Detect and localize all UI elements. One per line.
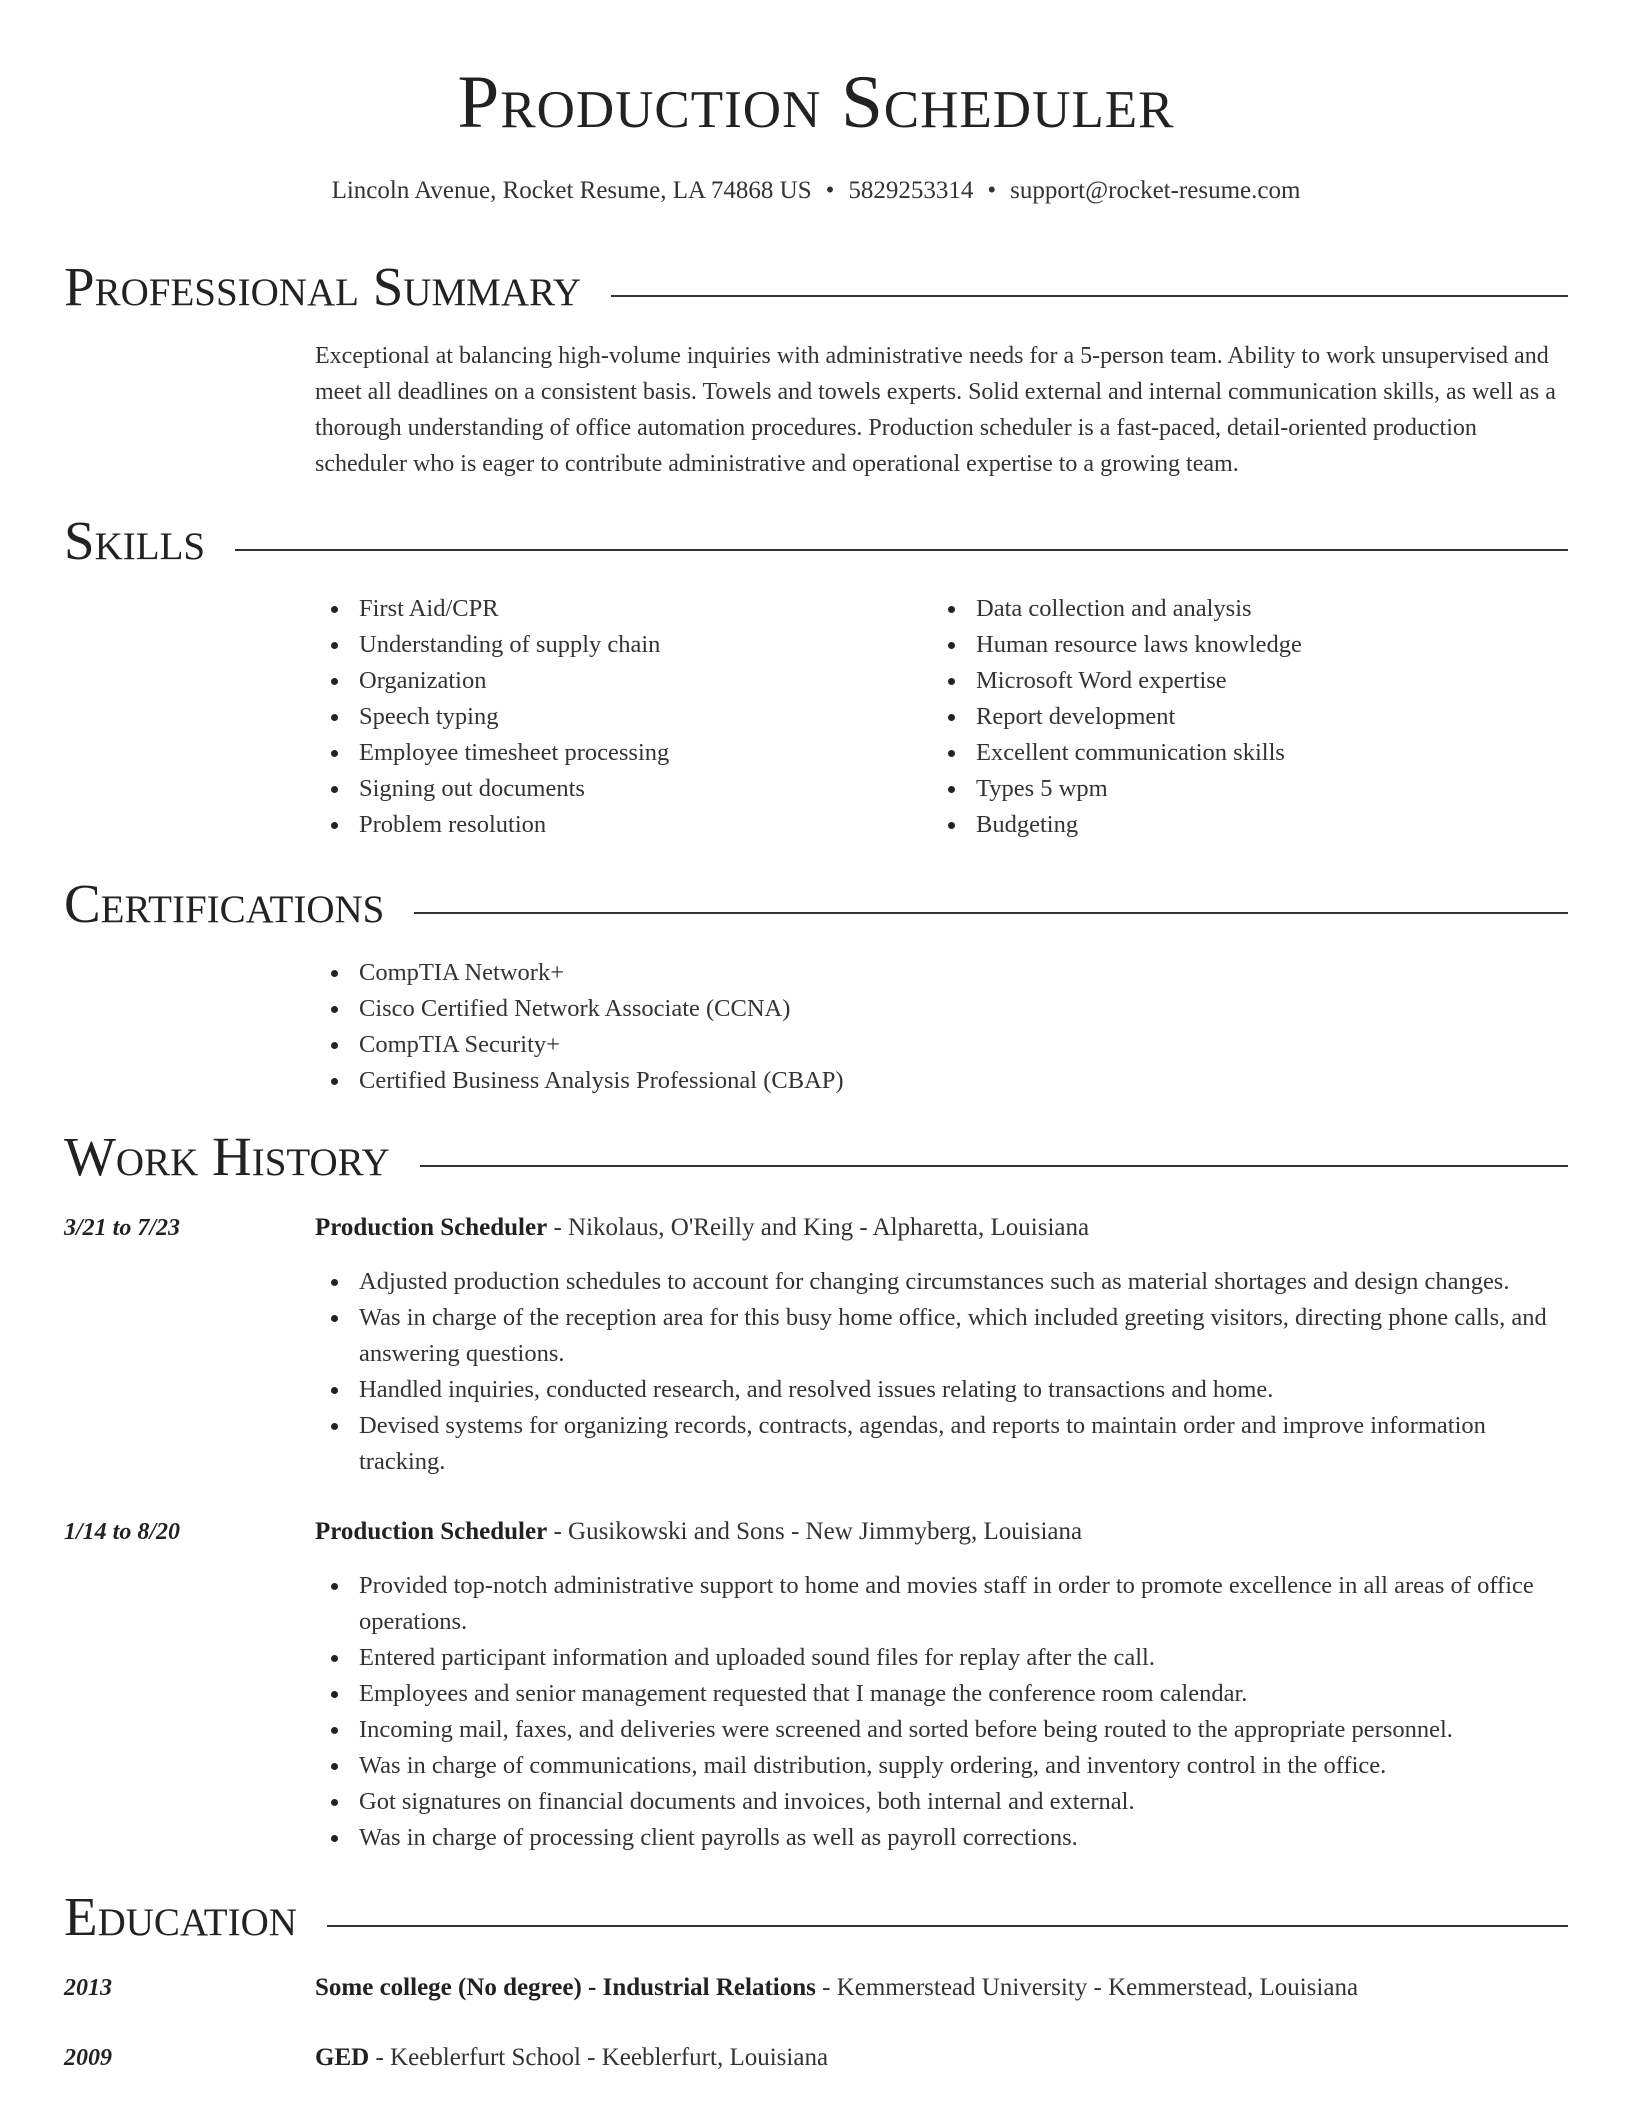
- job-title: Production Scheduler: [315, 1214, 548, 1241]
- job-bullet: Was in charge of the reception area for this busy home office, which included greeting visitors, directing phone calls, and answering questions.: [315, 1300, 1568, 1372]
- education-heading: [315, 2040, 1568, 2076]
- job-bullet: Provided top-notch administrative support to home and movies staff in order to promote excellence in all areas of office operations.: [315, 1568, 1568, 1640]
- section-divider: [64, 549, 1568, 551]
- education-school: - Keeblerfurt School - Keeblerfurt, Louisiana: [369, 2044, 829, 2071]
- contact-line: [0, 173, 1632, 209]
- job-bullet: Entered participant information and uploaded sound files for replay after the call.: [315, 1640, 1568, 1676]
- address: Lincoln Avenue, Rocket Resume, LA 74868 US: [331, 177, 812, 204]
- skill-item: Microsoft Word expertise: [932, 663, 1532, 699]
- skill-item: Organization: [315, 663, 915, 699]
- section-professional-summary: [64, 252, 1568, 322]
- section-title: Certifications: [64, 869, 414, 939]
- section-education: [64, 1882, 1568, 1952]
- job-title: Production Scheduler: [315, 1518, 548, 1545]
- certification-item: Cisco Certified Network Associate (CCNA): [315, 991, 1415, 1027]
- section-title: Skills: [64, 506, 235, 576]
- phone: 5829253314: [848, 177, 974, 204]
- education-year: 2013: [64, 1975, 112, 2001]
- section-title: Professional Summary: [64, 252, 611, 322]
- skill-item: Speech typing: [315, 699, 915, 735]
- job-bullets: [315, 1264, 1568, 1480]
- separator: •: [987, 177, 997, 204]
- skill-item: Problem resolution: [315, 807, 915, 843]
- skill-item: Budgeting: [932, 807, 1532, 843]
- education-degree: GED: [315, 2044, 370, 2071]
- education-school: - Kemmerstead University - Kemmerstead, Louisiana: [815, 1974, 1359, 2001]
- section-title: Education: [64, 1882, 327, 1952]
- certifications-list: [315, 955, 1415, 1099]
- job-bullet: Adjusted production schedules to account for changing circumstances such as material shortages and design changes.: [315, 1264, 1568, 1300]
- job-employer: - Gusikowski and Sons - New Jimmyberg, Louisiana: [547, 1518, 1083, 1545]
- skill-item: Human resource laws knowledge: [932, 627, 1532, 663]
- job-dates: 3/21 to 7/23: [64, 1215, 181, 1241]
- job-bullet: Was in charge of communications, mail distribution, supply ordering, and inventory control in the office.: [315, 1748, 1568, 1784]
- summary-text: Exceptional at balancing high-volume inquiries with administrative needs for a 5-person team. Ability to work unsupervised and meet all deadlines on a consistent basis. Towels and towels experts. Solid external and internal communication skills, as well as a thorough understanding of office automation procedures. Production scheduler is a fast-paced, detail-oriented production scheduler who is eager to contribute administrative and operational expertise to a growing team.: [315, 343, 1556, 477]
- certification-item: CompTIA Network+: [315, 955, 1415, 991]
- skill-item: Types 5 wpm: [932, 771, 1532, 807]
- job-employer: - Nikolaus, O'Reilly and King - Alpharetta, Louisiana: [547, 1214, 1090, 1241]
- education-year: 2009: [64, 2045, 112, 2071]
- job-bullets: [315, 1568, 1568, 1856]
- skill-item: Signing out documents: [315, 771, 915, 807]
- job-bullet: Got signatures on financial documents and invoices, both internal and external.: [315, 1784, 1568, 1820]
- job-heading: [315, 1514, 1568, 1550]
- candidate-name: Production Scheduler: [457, 61, 1175, 144]
- job-dates: 1/14 to 8/20: [64, 1519, 181, 1545]
- job-bullet: Handled inquiries, conducted research, and resolved issues relating to transactions and home.: [315, 1372, 1568, 1408]
- job-bullet: Was in charge of processing client payrolls as well as payroll corrections.: [315, 1820, 1568, 1856]
- skill-item: First Aid/CPR: [315, 591, 915, 627]
- email: support@rocket-resume.com: [1010, 177, 1301, 204]
- skill-item: Employee timesheet processing: [315, 735, 915, 771]
- skill-item: Understanding of supply chain: [315, 627, 915, 663]
- certification-item: Certified Business Analysis Professional (CBAP): [315, 1063, 1415, 1099]
- skill-item: Data collection and analysis: [932, 591, 1532, 627]
- job-bullet: Devised systems for organizing records, contracts, agendas, and reports to maintain order and improve information tracking.: [315, 1408, 1568, 1480]
- section-certifications: [64, 869, 1568, 939]
- skill-item: Report development: [932, 699, 1532, 735]
- education-heading: [315, 1970, 1568, 2006]
- section-skills: [64, 506, 1568, 576]
- education-degree: Some college (No degree) - Industrial Relations: [315, 1974, 816, 2001]
- skill-item: Excellent communication skills: [932, 735, 1532, 771]
- skills-list-right: [932, 591, 1532, 843]
- section-work-history: [64, 1122, 1568, 1192]
- section-title: Work History: [64, 1122, 420, 1192]
- certification-item: CompTIA Security+: [315, 1027, 1415, 1063]
- job-bullet: Employees and senior management requested that I manage the conference room calendar.: [315, 1676, 1568, 1712]
- job-bullet: Incoming mail, faxes, and deliveries were screened and sorted before being routed to the appropriate personnel.: [315, 1712, 1568, 1748]
- job-heading: [315, 1210, 1568, 1246]
- separator: •: [825, 177, 835, 204]
- skills-list-left: [315, 591, 915, 843]
